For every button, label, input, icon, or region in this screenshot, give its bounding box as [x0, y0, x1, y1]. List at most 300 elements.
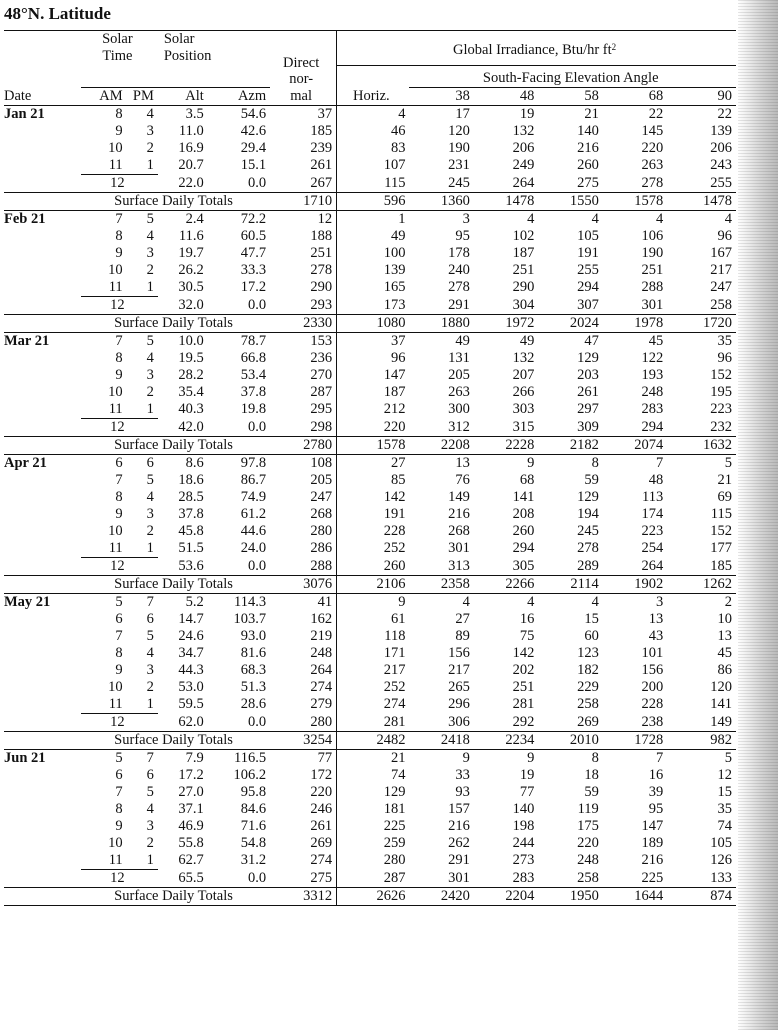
irradiance-cell: 18	[584, 766, 599, 783]
azm-cell: 78.7	[240, 332, 267, 349]
direct-normal-cell: 236	[270, 350, 337, 367]
irradiance-total-cell: 2208	[409, 436, 473, 454]
irradiance-cell: 45	[648, 332, 664, 349]
empty-cell	[4, 662, 81, 679]
irradiance-cell: 228	[641, 696, 664, 712]
irradiance-cell: 96	[390, 349, 406, 366]
table-row	[4, 472, 736, 489]
pm-cell: 1	[127, 852, 158, 870]
irradiance-cell: 260	[577, 157, 599, 173]
empty-cell	[4, 869, 81, 887]
am-cell: 7	[115, 783, 123, 800]
table-row	[4, 210, 736, 228]
irradiance-cell: 27	[390, 454, 406, 471]
table-row	[4, 523, 736, 540]
alt-cell: 44.3	[178, 661, 204, 678]
irradiance-cell: 1	[398, 210, 406, 227]
irradiance-cell: 207	[512, 366, 535, 383]
irradiance-total-cell: 1972	[474, 314, 538, 332]
irradiance-cell: 7	[656, 749, 664, 766]
irradiance-cell: 43	[648, 627, 664, 644]
azm-cell: 42.6	[240, 122, 267, 139]
irradiance-cell: 247	[710, 279, 732, 295]
irradiance-cell: 142	[383, 488, 406, 505]
alt-cell: 53.0	[178, 678, 204, 695]
irradiance-cell: 309	[577, 418, 599, 435]
irradiance-cell: 113	[642, 488, 664, 505]
irradiance-cell: 189	[641, 834, 664, 851]
azm-cell: 31.2	[240, 852, 267, 868]
direct-normal-cell: 12	[270, 210, 337, 228]
irradiance-cell: 269	[577, 713, 599, 730]
am-cell: 11	[81, 157, 127, 175]
irradiance-cell: 216	[448, 817, 470, 834]
irradiance-cell: 265	[448, 678, 470, 695]
irradiance-total-cell: 1578	[337, 436, 410, 454]
pm-cell: 3	[146, 366, 154, 383]
empty-cell	[4, 645, 81, 662]
alt-cell: 18.6	[178, 471, 204, 488]
empty-cell	[4, 767, 81, 784]
pm-cell: 7	[146, 593, 154, 610]
pm-cell: 3	[146, 817, 154, 834]
azm-cell: 28.6	[240, 696, 267, 712]
irradiance-cell: 4	[527, 210, 535, 227]
date-cell: Feb 21	[4, 210, 46, 227]
table-row	[4, 401, 736, 419]
irradiance-cell: 101	[641, 644, 664, 661]
irradiance-cell: 139	[383, 261, 406, 278]
irradiance-table	[4, 30, 736, 906]
empty-cell	[4, 628, 81, 645]
irradiance-cell: 152	[710, 366, 732, 383]
am-cell: 10	[108, 678, 123, 695]
header-horiz: Horiz.	[337, 87, 410, 105]
irradiance-cell: 300	[448, 401, 470, 417]
am-cell: 10	[108, 834, 123, 851]
irradiance-cell: 281	[383, 713, 406, 730]
irradiance-cell: 178	[448, 244, 470, 261]
azm-cell: 0.0	[248, 869, 267, 886]
irradiance-cell: 85	[390, 471, 406, 488]
direct-normal-cell: 295	[270, 401, 337, 419]
alt-cell: 26.2	[178, 261, 204, 278]
alt-cell: 30.5	[178, 279, 204, 295]
irradiance-cell: 86	[717, 661, 732, 678]
irradiance-cell: 3	[656, 593, 664, 610]
alt-cell: 2.4	[185, 210, 204, 227]
table-row	[4, 852, 736, 870]
irradiance-cell: 75	[519, 627, 535, 644]
irradiance-cell: 147	[383, 366, 406, 383]
daily-totals-label: Surface Daily Totals	[81, 575, 270, 593]
irradiance-cell: 198	[512, 817, 535, 834]
table-row	[4, 454, 736, 472]
header-alt: Alt	[158, 87, 208, 105]
irradiance-cell: 258	[577, 869, 599, 886]
irradiance-cell: 301	[641, 296, 664, 313]
empty-cell	[4, 506, 81, 523]
irradiance-cell: 132	[512, 122, 535, 139]
daily-totals-label: Surface Daily Totals	[81, 887, 270, 905]
irradiance-cell: 175	[577, 817, 599, 834]
irradiance-cell: 315	[512, 418, 535, 435]
direct-normal-cell: 268	[270, 506, 337, 523]
alt-cell: 7.9	[185, 749, 204, 766]
irradiance-cell: 76	[455, 471, 470, 488]
alt-cell: 19.7	[178, 244, 204, 261]
irradiance-cell: 278	[448, 279, 470, 295]
irradiance-cell: 291	[448, 852, 470, 868]
irradiance-cell: 4	[591, 593, 599, 610]
irradiance-cell: 244	[512, 834, 535, 851]
irradiance-cell: 174	[641, 505, 664, 522]
empty-cell	[4, 540, 81, 558]
azm-cell: 17.2	[240, 279, 267, 295]
table-row	[4, 611, 736, 628]
table-row-daily-totals	[4, 192, 736, 210]
irradiance-cell: 131	[448, 349, 470, 366]
date-cell: Apr 21	[4, 454, 47, 471]
irradiance-total-cell: 1720	[667, 314, 736, 332]
irradiance-cell: 105	[577, 227, 599, 244]
irradiance-cell: 294	[577, 279, 599, 295]
irradiance-cell: 216	[577, 139, 599, 156]
irradiance-cell: 255	[710, 174, 732, 191]
irradiance-total-cell: 2482	[337, 731, 410, 749]
empty-cell	[4, 575, 81, 593]
irradiance-cell: 9	[398, 593, 406, 610]
irradiance-cell: 156	[448, 644, 470, 661]
table-row	[4, 696, 736, 714]
azm-cell: 33.3	[240, 261, 267, 278]
table-row	[4, 749, 736, 767]
empty-cell	[4, 713, 81, 731]
irradiance-cell: 21	[390, 749, 406, 766]
irradiance-cell: 21	[584, 105, 599, 122]
irradiance-cell: 291	[448, 296, 470, 313]
alt-cell: 20.7	[178, 157, 204, 173]
irradiance-cell: 251	[641, 261, 664, 278]
irradiance-cell: 283	[641, 401, 664, 417]
am-cell: 6	[115, 454, 123, 471]
irradiance-cell: 243	[710, 157, 732, 173]
table-row-daily-totals	[4, 314, 736, 332]
irradiance-cell: 264	[512, 174, 535, 191]
alt-cell: 62.7	[178, 852, 204, 868]
irradiance-cell: 187	[512, 244, 535, 261]
irradiance-cell: 185	[710, 557, 732, 574]
irradiance-cell: 49	[455, 332, 470, 349]
empty-cell	[4, 350, 81, 367]
irradiance-cell: 59	[584, 471, 599, 488]
irradiance-cell: 48	[648, 471, 664, 488]
irradiance-cell: 193	[641, 366, 664, 383]
noon-time-cell: 12	[110, 557, 125, 574]
pm-cell: 6	[146, 766, 154, 783]
direct-normal-cell: 188	[270, 228, 337, 245]
empty-cell	[4, 279, 81, 297]
irradiance-cell: 203	[577, 366, 599, 383]
irradiance-cell: 229	[577, 678, 599, 695]
alt-cell: 46.9	[178, 817, 204, 834]
date-cell: Jun 21	[4, 749, 46, 766]
irradiance-cell: 261	[577, 383, 599, 400]
irradiance-cell: 59	[584, 783, 599, 800]
header-direct-normal-line3: mal	[270, 87, 337, 105]
date-cell: Mar 21	[4, 332, 50, 349]
direct-normal-cell: 172	[270, 767, 337, 784]
empty-cell	[4, 611, 81, 628]
irradiance-cell: 8	[591, 749, 599, 766]
irradiance-cell: 225	[383, 817, 406, 834]
azm-cell: 15.1	[240, 157, 267, 173]
header-pm: PM	[127, 87, 158, 105]
irradiance-cell: 156	[641, 661, 664, 678]
direct-normal-cell: 246	[270, 801, 337, 818]
irradiance-cell: 15	[584, 610, 599, 627]
irradiance-cell: 208	[512, 505, 535, 522]
irradiance-cell: 231	[448, 157, 470, 173]
am-cell: 5	[115, 593, 123, 610]
table-row-noon	[4, 418, 736, 436]
irradiance-cell: 191	[383, 505, 406, 522]
irradiance-cell: 223	[641, 522, 664, 539]
azm-cell: 71.6	[240, 817, 267, 834]
am-cell: 9	[115, 122, 123, 139]
empty-cell	[4, 418, 81, 436]
empty-cell	[4, 818, 81, 835]
noon-time-cell: 12	[110, 418, 125, 435]
header-angle-38: 38	[409, 87, 473, 105]
alt-cell: 10.0	[178, 332, 204, 349]
empty-cell	[4, 384, 81, 401]
am-cell: 7	[115, 332, 123, 349]
alt-cell: 37.8	[178, 505, 204, 522]
direct-normal-cell: 274	[270, 852, 337, 870]
alt-cell: 55.8	[178, 834, 204, 851]
irradiance-cell: 105	[710, 834, 732, 851]
irradiance-total-cell: 2024	[538, 314, 602, 332]
azm-cell: 29.4	[240, 139, 267, 156]
irradiance-cell: 292	[512, 713, 535, 730]
alt-cell: 37.1	[178, 800, 204, 817]
empty-cell	[4, 174, 81, 192]
irradiance-cell: 9	[527, 749, 535, 766]
irradiance-cell: 294	[512, 540, 535, 556]
irradiance-cell: 4	[527, 593, 535, 610]
irradiance-cell: 19	[519, 766, 535, 783]
irradiance-cell: 220	[383, 418, 406, 435]
irradiance-cell: 10	[717, 610, 732, 627]
irradiance-cell: 100	[383, 244, 406, 261]
irradiance-cell: 252	[383, 678, 406, 695]
direct-normal-total-cell: 2780	[270, 436, 337, 454]
irradiance-cell: 181	[383, 800, 406, 817]
am-cell: 6	[115, 766, 123, 783]
pm-cell: 2	[146, 522, 154, 539]
irradiance-total-cell: 2106	[337, 575, 410, 593]
empty-cell	[4, 852, 81, 870]
irradiance-cell: 268	[448, 522, 470, 539]
irradiance-cell: 37	[390, 332, 406, 349]
alt-cell: 28.2	[178, 366, 204, 383]
irradiance-cell: 305	[512, 557, 535, 574]
irradiance-cell: 95	[455, 227, 470, 244]
alt-cell: 14.7	[178, 610, 204, 627]
am-cell: 11	[81, 852, 127, 870]
irradiance-cell: 240	[448, 261, 470, 278]
irradiance-cell: 107	[383, 157, 406, 173]
irradiance-cell: 280	[383, 852, 406, 868]
header-angle-48: 48	[474, 87, 538, 105]
irradiance-cell: 39	[648, 783, 664, 800]
irradiance-cell: 5	[724, 454, 732, 471]
daily-totals-label: Surface Daily Totals	[81, 314, 270, 332]
alt-cell: 5.2	[185, 593, 204, 610]
azm-cell: 0.0	[248, 713, 267, 730]
direct-normal-cell: 286	[270, 540, 337, 558]
table-row	[4, 332, 736, 350]
irradiance-cell: 9	[527, 454, 535, 471]
table-row	[4, 540, 736, 558]
irradiance-cell: 4	[398, 105, 406, 122]
direct-normal-cell: 275	[270, 869, 337, 887]
irradiance-total-cell: 2266	[474, 575, 538, 593]
table-header	[4, 31, 736, 106]
table-row	[4, 662, 736, 679]
empty-cell	[4, 262, 81, 279]
pm-cell: 2	[146, 261, 154, 278]
am-cell: 11	[81, 696, 127, 714]
azm-cell: 53.4	[240, 366, 267, 383]
irradiance-total-cell: 2420	[409, 887, 473, 905]
direct-normal-cell: 267	[270, 174, 337, 192]
table-row	[4, 679, 736, 696]
empty-cell	[4, 523, 81, 540]
pm-cell: 4	[146, 105, 154, 122]
direct-normal-cell: 298	[270, 418, 337, 436]
alt-cell: 62.0	[178, 713, 204, 730]
irradiance-cell: 182	[577, 661, 599, 678]
table-row	[4, 367, 736, 384]
irradiance-cell: 252	[383, 540, 406, 556]
irradiance-total-cell: 1478	[667, 192, 736, 210]
irradiance-cell: 13	[455, 454, 470, 471]
irradiance-cell: 47	[584, 332, 599, 349]
alt-cell: 59.5	[178, 696, 204, 712]
irradiance-total-cell: 2418	[409, 731, 473, 749]
direct-normal-cell: 251	[270, 245, 337, 262]
irradiance-cell: 15	[717, 783, 732, 800]
empty-cell	[4, 557, 81, 575]
irradiance-cell: 232	[710, 418, 732, 435]
empty-cell	[4, 835, 81, 852]
irradiance-cell: 69	[717, 488, 732, 505]
irradiance-cell: 190	[448, 139, 470, 156]
am-cell: 7	[115, 210, 123, 227]
irradiance-cell: 248	[577, 852, 599, 868]
irradiance-cell: 13	[648, 610, 664, 627]
irradiance-cell: 118	[384, 627, 406, 644]
azm-cell: 116.5	[234, 749, 267, 766]
irradiance-cell: 115	[384, 174, 406, 191]
irradiance-cell: 223	[710, 401, 732, 417]
irradiance-cell: 129	[383, 783, 406, 800]
direct-normal-total-cell: 3312	[270, 887, 337, 905]
daily-totals-label: Surface Daily Totals	[81, 192, 270, 210]
irradiance-cell: 294	[641, 418, 664, 435]
irradiance-cell: 258	[577, 696, 599, 712]
am-cell: 10	[108, 522, 123, 539]
table-row	[4, 506, 736, 523]
pm-cell: 6	[146, 610, 154, 627]
irradiance-cell: 290	[512, 279, 535, 295]
header-direct-normal: Direct nor-	[270, 31, 337, 88]
pm-cell: 5	[146, 471, 154, 488]
alt-cell: 32.0	[178, 296, 204, 313]
irradiance-cell: 216	[448, 505, 470, 522]
azm-cell: 0.0	[248, 174, 267, 191]
irradiance-total-cell: 1578	[603, 192, 667, 210]
alt-cell: 28.5	[178, 488, 204, 505]
empty-cell	[4, 245, 81, 262]
direct-normal-total-cell: 1710	[270, 192, 337, 210]
alt-cell: 65.5	[178, 869, 204, 886]
irradiance-cell: 96	[717, 349, 732, 366]
alt-cell: 22.0	[178, 174, 204, 191]
irradiance-cell: 217	[448, 661, 470, 678]
irradiance-cell: 195	[710, 383, 732, 400]
empty-cell	[4, 140, 81, 157]
irradiance-cell: 264	[641, 557, 664, 574]
irradiance-cell: 3	[462, 210, 470, 227]
irradiance-cell: 95	[648, 800, 664, 817]
irradiance-cell: 281	[512, 696, 535, 712]
irradiance-cell: 9	[462, 749, 470, 766]
irradiance-cell: 251	[512, 678, 535, 695]
irradiance-cell: 220	[641, 139, 664, 156]
irradiance-total-cell: 2358	[409, 575, 473, 593]
irradiance-cell: 262	[448, 834, 470, 851]
pm-cell: 4	[146, 800, 154, 817]
irradiance-cell: 283	[512, 869, 535, 886]
header-south-facing: South-Facing Elevation Angle	[409, 65, 736, 87]
irradiance-total-cell: 2626	[337, 887, 410, 905]
irradiance-cell: 96	[717, 227, 732, 244]
irradiance-total-cell: 2228	[474, 436, 538, 454]
pm-cell: 6	[146, 454, 154, 471]
am-cell: 9	[115, 661, 123, 678]
irradiance-cell: 49	[519, 332, 535, 349]
azm-cell: 61.2	[240, 505, 267, 522]
alt-cell: 8.6	[185, 454, 204, 471]
irradiance-cell: 313	[448, 557, 470, 574]
pm-cell: 5	[146, 210, 154, 227]
irradiance-total-cell: 2074	[603, 436, 667, 454]
table-row-noon	[4, 869, 736, 887]
irradiance-cell: 266	[512, 383, 535, 400]
direct-normal-cell: 290	[270, 279, 337, 297]
pm-cell: 3	[146, 122, 154, 139]
azm-cell: 103.7	[233, 610, 267, 627]
irradiance-cell: 278	[641, 174, 664, 191]
irradiance-cell: 120	[710, 678, 732, 695]
noon-time-cell: 12	[110, 713, 125, 730]
table-row	[4, 157, 736, 175]
irradiance-cell: 126	[710, 852, 732, 868]
irradiance-cell: 17	[455, 105, 470, 122]
